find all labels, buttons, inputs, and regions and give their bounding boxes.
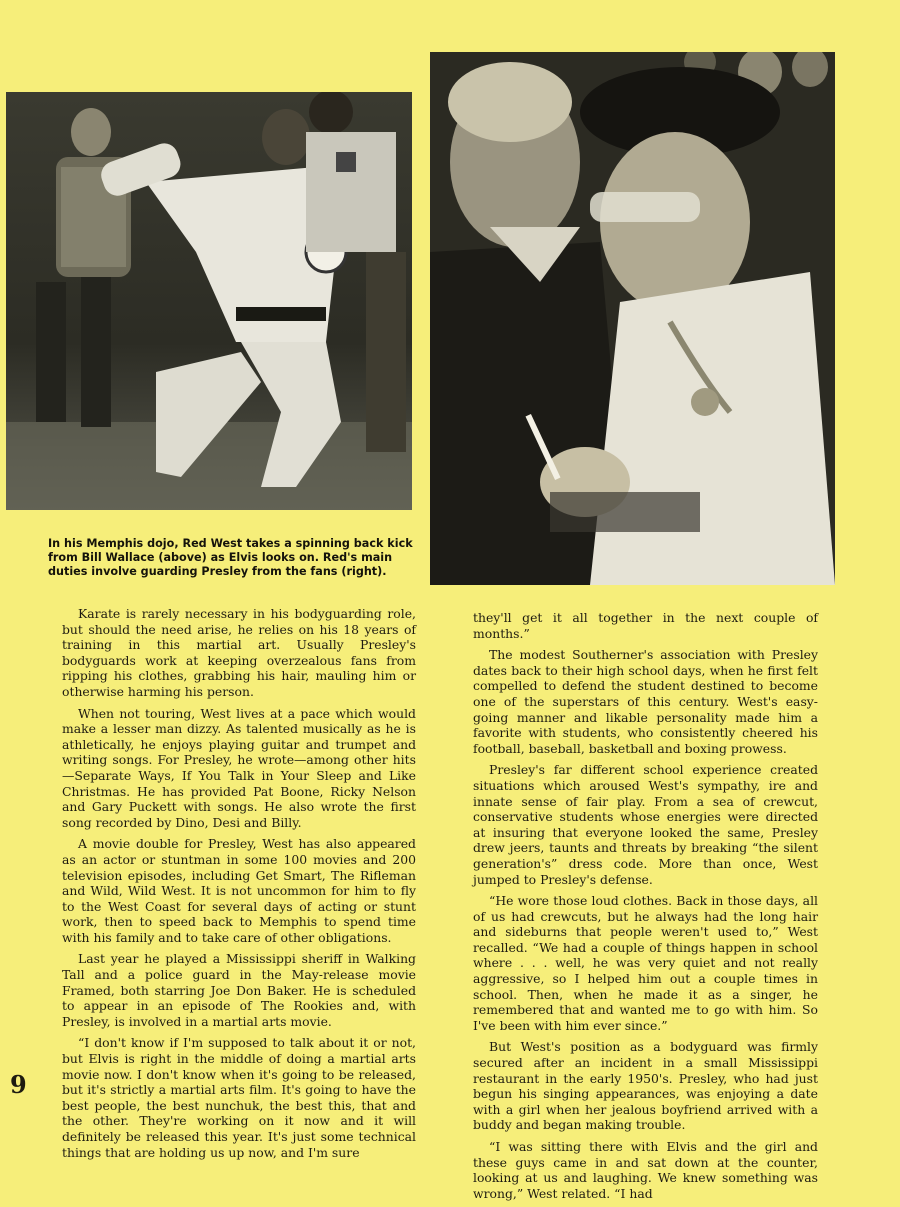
paragraph: The modest Southerner's association with Presley dates back to their high school days, when he first felt compelled to defend the student destined to become one of the superstars of this century. West's easy-going manner and likable personality made him a favorite with students, who consistently cheered his football, baseball, basketball and boxing prowess. (473, 647, 818, 756)
article-column-left (62, 606, 416, 1166)
paragraph: Karate is rarely necessary in his bodyguarding role, but should the need arise, he relies on his 18 years of training in this martial art. Usually Presley's bodyguards work at keeping overzealous fans from ripping his clothes, grabbing his hair, mauling him or otherwise harming his person. (62, 606, 416, 699)
paragraph: Last year he played a Mississippi sheriff in Walking Tall and a police guard in the May-release movie Framed, both starring Joe Don Baker. He is scheduled to appear in an episode of The Rookies and, with Presley, is involved in a martial arts movie. (62, 951, 416, 1029)
karate-scene-illustration (6, 92, 412, 510)
paragraph: When not touring, West lives at a pace which would make a lesser man dizzy. As talented musically as he is athletically, he enjoys playing guitar and trumpet and writing songs. For Presley, he wrote—among other hits—Separate Ways, If You Talk in Your Sleep and Like Christmas. He has provided Pat Boone, Ricky Nelson and Gary Puckett with songs. He also wrote the first song recorded by Dino, Desi and Billy. (62, 705, 416, 830)
paragraph: they'll get it all together in the next couple of months.” (473, 610, 818, 641)
photo-caption: In his Memphis dojo, Red West takes a spinning back kick from Bill Wallace (above) as Elvis looks on. Red's main duties involve guarding Presley from the fans (right). (48, 537, 413, 578)
paragraph: “He wore those loud clothes. Back in those days, all of us had crewcuts, but he always had the long hair and sideburns that people weren't used to,” West recalled. “We had a couple of things happen in school where . . . well, he was very quiet and not really aggressive, so I helped him out a couple times in school. Then, when he made it as a singer, he remembered that and wanted me to go with him. So I've been with him ever since.” (473, 893, 818, 1033)
paragraph: Presley's far different school experience created situations which aroused West's sympathy, ire and innate sense of fair play. From a sea of crewcut, conservative students whose energies were directed at insuring that everyone looked the same, Presley drew jeers, taunts and threats by breaking “the silent generation's” dress code. More than once, West jumped to Presley's defense. (473, 762, 818, 887)
article-column-right (473, 610, 818, 1207)
paragraph: But West's position as a bodyguard was firmly secured after an incident in a small Mississippi restaurant in the early 1950's. Presley, who had just begun his singing appearances, was enjoying a date with a girl when her jealous boyfriend arrived with a buddy and began making trouble. (473, 1039, 818, 1133)
autograph-scene-illustration (430, 52, 835, 585)
paragraph: “I don't know if I'm supposed to talk about it or not, but Elvis is right in the middle of doing a martial arts movie now. I don't know when it's going to be released, but it's strictly a martial arts film. It's going to have the best people, the best nunchuk, the best this, that and the other. They're working on it now and it will definitely be released this year. It's just some technical things that are holding us up now, and I'm sure (62, 1035, 416, 1160)
karate-kick-photo (6, 92, 412, 510)
autograph-photo (430, 52, 835, 585)
paragraph: A movie double for Presley, West has also appeared as an actor or stuntman in some 100 movies and 200 television episodes, including Get Smart, The Rifleman and Wild, Wild West. It is not uncommon for him to fly to the West Coast for several days of acting or stunt work, then to speed back to Memphis to spend time with his family and to take care of other obligations. (62, 836, 416, 945)
paragraph: “I was sitting there with Elvis and the girl and these guys came in and sat down at the counter, looking at us and laughing. We knew something was wrong,” West related. “I had (473, 1139, 818, 1201)
page-number: 9 (10, 1070, 27, 1099)
